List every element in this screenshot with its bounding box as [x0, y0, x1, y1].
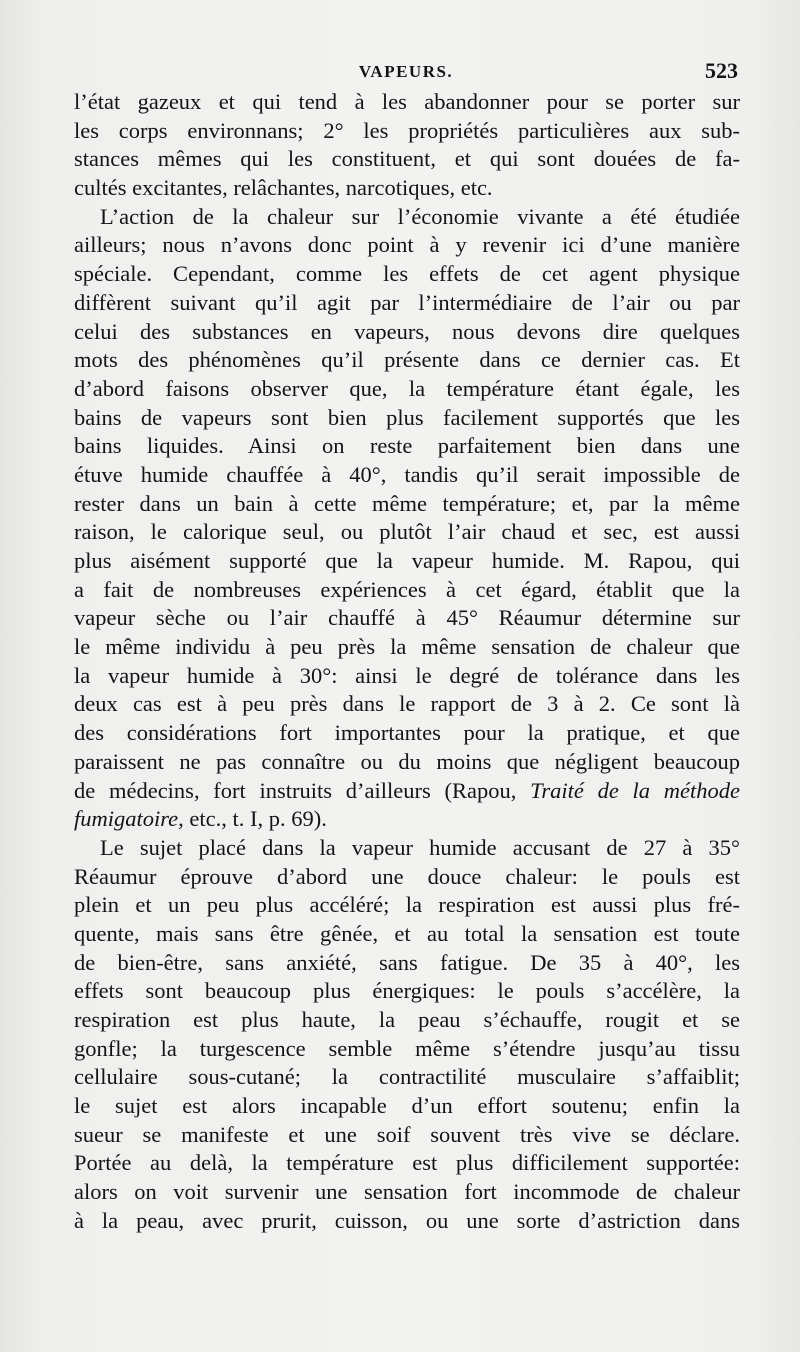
text-line: a fait de nombreuses expériences à cet égard, établit que la [74, 576, 740, 602]
text-line: plein et un peu plus accéléré; la respiration est aussi plus fré- [74, 892, 740, 918]
text-line: diffèrent suivant qu’il agit par l’intermédiaire de l’air ou par [74, 289, 740, 315]
text-line: étuve humide chauffée à 40°, tandis qu’il serait impossible de [74, 461, 740, 487]
paragraph-first-line: L’action de la chaleur sur l’économie vivante a été étudiée [100, 203, 740, 229]
text-line: raison, le calorique seul, ou plutôt l’air chaud et sec, est aussi [74, 519, 740, 545]
text-line: les corps environnans; 2° les propriétés particulières aux sub- [74, 117, 740, 143]
text-line: à la peau, avec prurit, cuisson, ou une sorte d’astriction dans [74, 1207, 740, 1233]
text-line: le sujet est alors incapable d’un effort soutenu; enfin la [74, 1093, 740, 1119]
text-line: paraissent ne pas connaître ou du moins que négligent beaucoup [74, 748, 740, 774]
text-line: d’abord faisons observer que, la température étant égale, les [74, 375, 740, 401]
text-line: de médecins, fort instruits d’ailleurs (Rapou, Traité de la méthode [74, 777, 740, 803]
text-line: bains liquides. Ainsi on reste parfaitement bien dans une [74, 433, 740, 459]
text-line: quente, mais sans être gênée, et au total la sensation est toute [74, 920, 740, 946]
text-line: stances mêmes qui les constituent, et qui sont douées de fa- [74, 146, 740, 172]
text-line: mots des phénomènes qu’il présente dans ce dernier cas. Et [74, 347, 740, 373]
text-line: deux cas est à peu près dans le rapport de 3 à 2. Ce sont là [74, 691, 740, 717]
text-line: Réaumur éprouve d’abord une douce chaleur: le pouls est [74, 863, 740, 889]
text-line: respiration est plus haute, la peau s’échauffe, rougit et se [74, 1007, 740, 1032]
text-line: rester dans un bain à cette même température; et, par la même [74, 490, 740, 516]
text-line: spéciale. Cependant, comme les effets de cet agent physique [74, 261, 740, 287]
text-line: cultés excitantes, relâchantes, narcotiques, etc. [74, 175, 493, 201]
text-line: le même individu à peu près la même sensation de chaleur que [74, 634, 740, 660]
text-line: l’état gazeux et qui tend à les abandonner pour se porter sur [74, 89, 740, 114]
text-line: gonfle; la turgescence semble même s’étendre jusqu’au tissu [74, 1035, 740, 1061]
paragraph-first-line: Le sujet placé dans la vapeur humide accusant de 27 à 35° [100, 834, 740, 860]
text-line: des considérations fort importantes pour la pratique, et que [74, 720, 740, 746]
text-line: de bien-être, sans anxiété, sans fatigue. De 35 à 40°, les [74, 949, 740, 975]
text-line: ailleurs; nous n’avons donc point à y revenir ici d’une manière [74, 232, 740, 258]
text-line: cellulaire sous-cutané; la contractilité musculaire s’affaiblit; [74, 1064, 740, 1090]
text-line: sueur se manifeste et une soif souvent très vive se déclare. [74, 1121, 740, 1147]
running-head [74, 58, 738, 88]
page-number: 523 [705, 58, 738, 83]
body-text [74, 88, 740, 1236]
book-title-italic: fumigatoire, [74, 806, 184, 832]
text-line: plus aisément supporté que la vapeur humide. M. Rapou, qui [74, 548, 740, 573]
text-line: bains de vapeurs sont bien plus facilement supportés que les [74, 404, 740, 430]
text-line: Portée au delà, la température est plus difficilement supportée: [74, 1150, 740, 1176]
text-line: la vapeur humide à 30°: ainsi le degré de tolérance dans les [74, 662, 740, 688]
running-title: VAPEURS. [358, 62, 454, 81]
text-line: vapeur sèche ou l’air chauffé à 45° Réaumur détermine sur [74, 605, 740, 631]
text-line: celui des substances en vapeurs, nous devons dire quelques [74, 318, 740, 344]
book-title-italic: Traité de la méthode [530, 777, 740, 803]
text-line: fumigatoire, etc., t. I, p. 69). [74, 806, 327, 832]
text-line: alors on voit survenir une sensation fort incommode de chaleur [74, 1179, 740, 1205]
text-line: effets sont beaucoup plus énergiques: le pouls s’accélère, la [74, 978, 740, 1004]
